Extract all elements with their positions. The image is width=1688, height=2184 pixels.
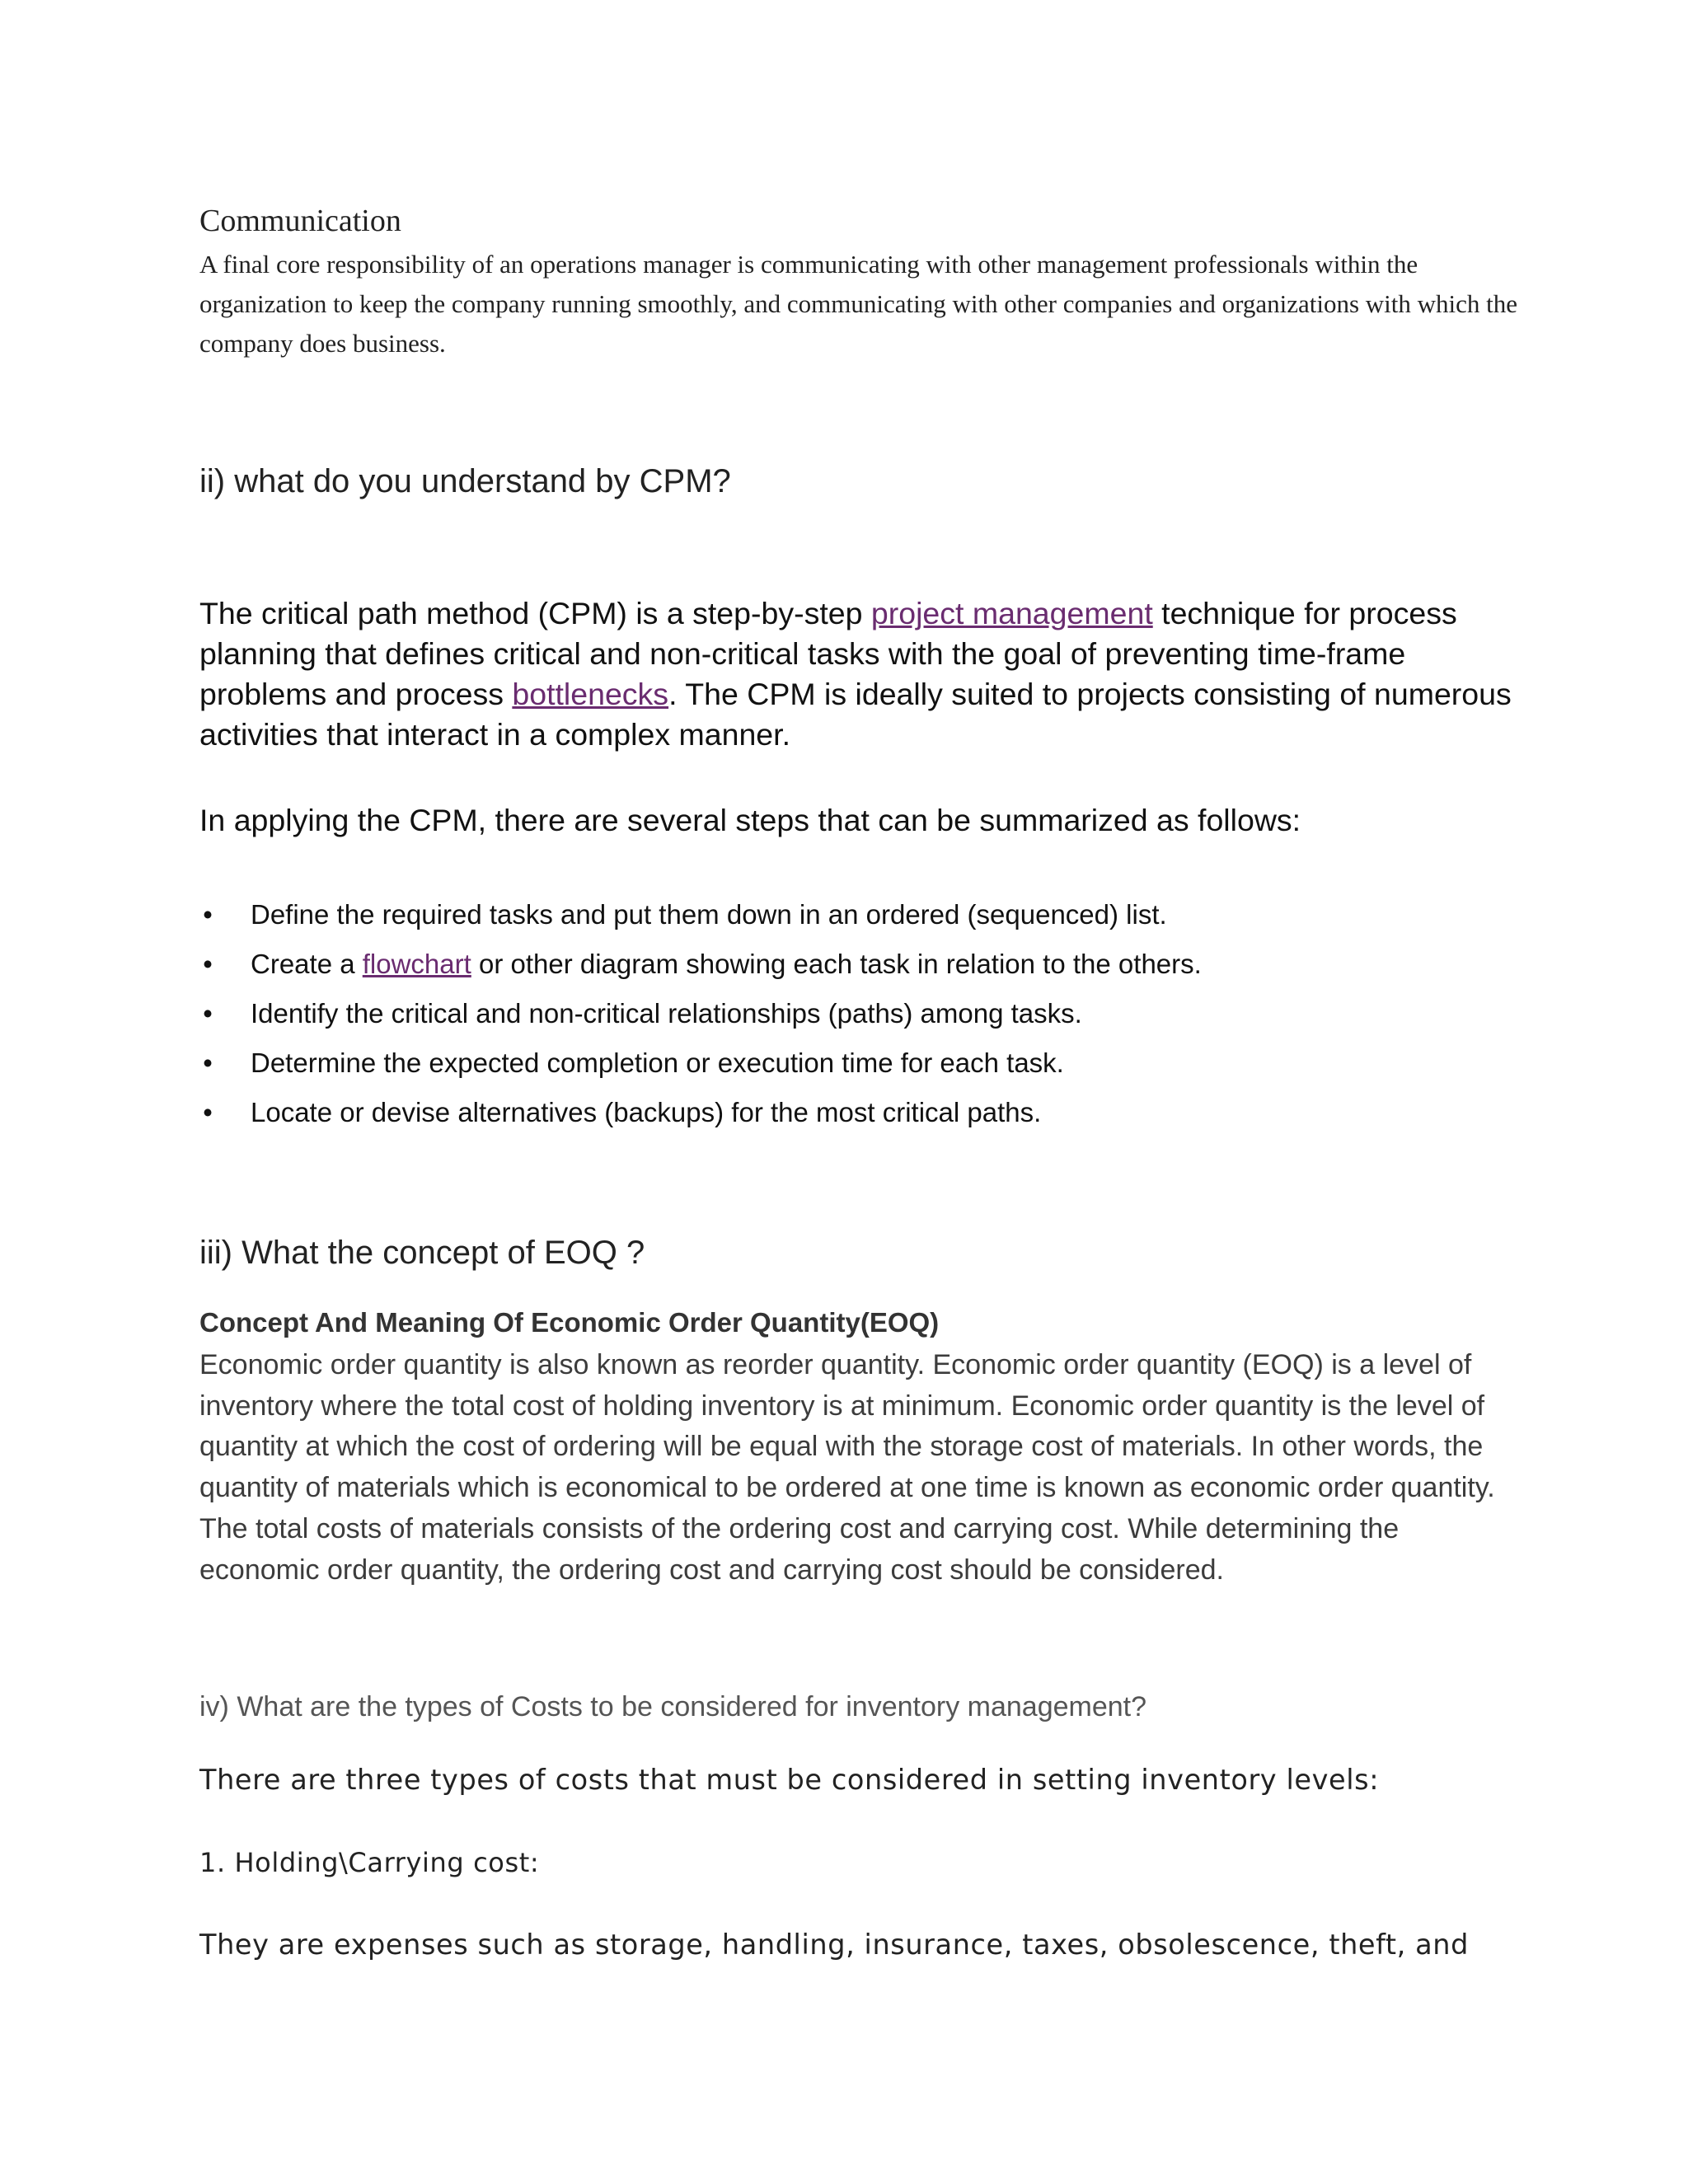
step-text-suffix: or other diagram showing each task in relation to the others. bbox=[471, 949, 1202, 979]
step-text-prefix: Create a bbox=[251, 949, 363, 979]
bullet-icon: • bbox=[203, 1097, 213, 1127]
step-text: Determine the expected completion or execution time for each task. bbox=[251, 1047, 1064, 1078]
communication-heading: Communication bbox=[199, 204, 401, 238]
list-item bbox=[199, 1038, 1502, 1088]
bullet-icon: • bbox=[203, 899, 213, 930]
inventory-costs-intro: There are three types of costs that must be considered in setting inventory levels: bbox=[199, 1764, 1380, 1796]
project-management-link[interactable]: project management bbox=[870, 596, 1153, 630]
eoq-heading: Concept And Meaning Of Economic Order Quantity(EOQ) bbox=[199, 1307, 940, 1338]
holding-cost-heading: 1. Holding\Carrying cost: bbox=[199, 1847, 540, 1878]
cpm-paragraph-text-1: The critical path method (CPM) is a step-by-step bbox=[199, 596, 871, 630]
bottlenecks-link[interactable]: bottlenecks bbox=[512, 677, 669, 711]
holding-cost-paragraph: They are expenses such as storage, handling, insurance, taxes, obsolescence, theft, and bbox=[199, 1929, 1469, 1961]
list-item bbox=[199, 1088, 1502, 1137]
step-text: Identify the critical and non-critical relationships (paths) among tasks. bbox=[251, 998, 1082, 1029]
list-item bbox=[199, 989, 1502, 1038]
bullet-icon: • bbox=[203, 949, 213, 979]
question-inventory-costs: iv) What are the types of Costs to be considered for inventory management? bbox=[199, 1691, 1147, 1722]
list-item bbox=[199, 940, 1502, 989]
question-cpm: ii) what do you understand by CPM? bbox=[199, 463, 731, 499]
cpm-paragraph-text-3: . The CPM is ideally suited to projects consisting of numerous activities that interact in a complex manner. bbox=[199, 677, 1512, 752]
cpm-paragraph bbox=[199, 593, 1518, 755]
step-text: Define the required tasks and put them down in an ordered (sequenced) list. bbox=[251, 899, 1167, 930]
cpm-paragraph-text-2: technique for process planning that defines critical and non-critical tasks with the goal of preventing time-frame problems and process bbox=[199, 596, 1457, 711]
bullet-icon: • bbox=[203, 998, 213, 1029]
cpm-steps-list bbox=[199, 890, 1502, 1137]
question-eoq: iii) What the concept of EOQ ? bbox=[199, 1235, 645, 1271]
eoq-paragraph: Economic order quantity is also known as reorder quantity. Economic order quantity (EOQ) is a level of inventory where the total cost of holding inventory is at minimum. Economic order quantity is the level of quantity at which the cost of ordering will be equal with the storage cost of materials. In other words, the quantity of materials which is economical to be ordered at one time is known as economic order quantity. The total costs of materials consists of the ordering cost and carrying cost. While determining the economic order quantity, the ordering cost and carrying cost should be considered. bbox=[199, 1349, 1495, 1586]
step-text: Locate or devise alternatives (backups) for the most critical paths. bbox=[251, 1097, 1042, 1127]
flowchart-link[interactable]: flowchart bbox=[362, 949, 471, 979]
communication-paragraph: A final core responsibility of an operations manager is communicating with other management professionals within the organization to keep the company running smoothly, and communicating with other companies and organizations with which the company does business. bbox=[199, 250, 1518, 358]
list-item bbox=[199, 890, 1502, 940]
cpm-steps-intro: In applying the CPM, there are several steps that can be summarized as follows: bbox=[199, 803, 1301, 837]
bullet-icon: • bbox=[203, 1047, 213, 1078]
